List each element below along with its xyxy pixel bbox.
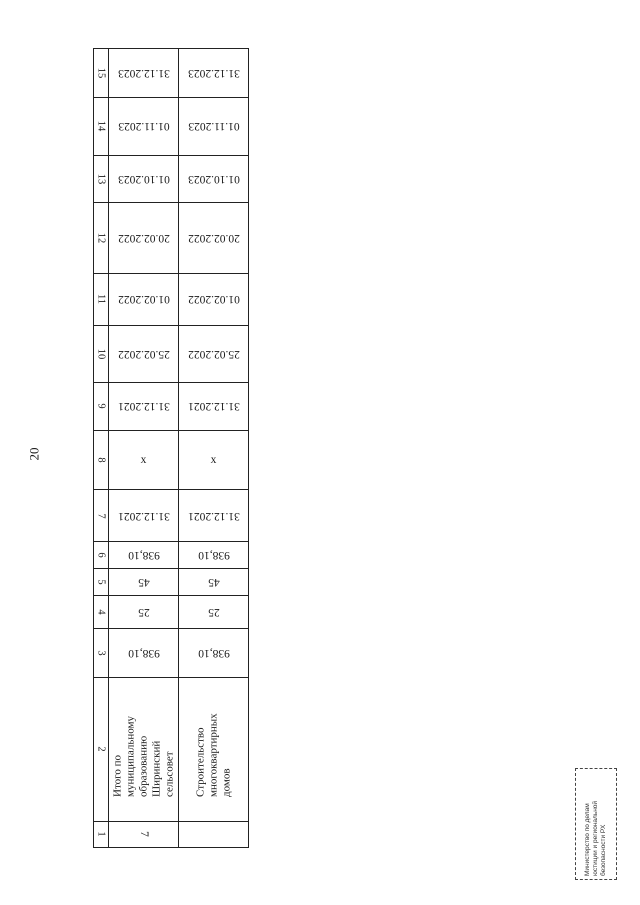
table-row <box>94 431 249 490</box>
column-header-10: 10 <box>94 326 109 383</box>
construction-cell-10: 25.02.2022 <box>179 326 249 383</box>
stamp-line-1: Министерство по делам <box>584 803 591 876</box>
table-row <box>94 273 249 326</box>
total-cell-14: 01.11.2023 <box>109 97 179 156</box>
construction-cell-12: 20.02.2022 <box>179 202 249 273</box>
construction-label-cell: Строительство многоквартирных домов <box>179 677 249 821</box>
column-header-3: 3 <box>94 629 109 678</box>
column-header-1: 1 <box>94 821 109 847</box>
total-cell-15: 31.12.2023 <box>109 49 179 98</box>
column-header-14: 14 <box>94 97 109 156</box>
total-row-number-cell: 7 <box>109 821 179 847</box>
table-row <box>94 629 249 678</box>
construction-cell-4: 25 <box>179 596 249 629</box>
registration-stamp <box>575 768 617 880</box>
column-header-11: 11 <box>94 273 109 326</box>
column-header-13: 13 <box>94 156 109 203</box>
column-header-4: 4 <box>94 596 109 629</box>
stamp-line-3: безопасности РХ <box>600 824 607 876</box>
total-label-cell: Итого по муниципальному образованию Ширинский сельсовет <box>109 677 179 821</box>
table-row <box>94 382 249 431</box>
table-row <box>94 596 249 629</box>
column-header-9: 9 <box>94 382 109 431</box>
table-row <box>94 97 249 156</box>
construction-cell-13: 01.10.2023 <box>179 156 249 203</box>
total-cell-9: 31.12.2021 <box>109 382 179 431</box>
construction-cell-7: 31.12.2021 <box>179 489 249 542</box>
column-header-15: 15 <box>94 49 109 98</box>
table-row <box>94 542 249 568</box>
investment-schedule-table <box>93 48 249 848</box>
table-row <box>94 326 249 383</box>
table-row <box>94 49 249 98</box>
table-row <box>94 156 249 203</box>
total-cell-13: 01.10.2023 <box>109 156 179 203</box>
total-cell-10: 25.02.2022 <box>109 326 179 383</box>
column-header-8: 8 <box>94 431 109 490</box>
table-row <box>94 202 249 273</box>
total-cell-5: 45 <box>109 568 179 595</box>
construction-cell-9: 31.12.2021 <box>179 382 249 431</box>
table-row <box>94 568 249 595</box>
construction-cell-8: x <box>179 431 249 490</box>
column-header-7: 7 <box>94 489 109 542</box>
column-header-5: 5 <box>94 568 109 595</box>
total-cell-3: 938,10 <box>109 629 179 678</box>
column-header-2: 2 <box>94 677 109 821</box>
construction-cell-14: 01.11.2023 <box>179 97 249 156</box>
stamp-line-2: юстиции и региональной <box>592 800 599 876</box>
table-row <box>94 677 249 821</box>
total-cell-4: 25 <box>109 596 179 629</box>
total-cell-8: x <box>109 431 179 490</box>
table-row <box>94 821 249 847</box>
total-cell-6: 938,10 <box>109 542 179 568</box>
construction-cell-3: 938,10 <box>179 629 249 678</box>
construction-cell-6: 938,10 <box>179 542 249 568</box>
page-number: 20 <box>26 447 42 461</box>
total-cell-12: 20.02.2022 <box>109 202 179 273</box>
total-cell-11: 01.02.2022 <box>109 273 179 326</box>
construction-cell-15: 31.12.2023 <box>179 49 249 98</box>
column-header-12: 12 <box>94 202 109 273</box>
construction-row-number-cell <box>179 821 249 847</box>
construction-cell-11: 01.02.2022 <box>179 273 249 326</box>
table-row <box>94 489 249 542</box>
construction-cell-5: 45 <box>179 568 249 595</box>
column-header-6: 6 <box>94 542 109 568</box>
total-cell-7: 31.12.2021 <box>109 489 179 542</box>
